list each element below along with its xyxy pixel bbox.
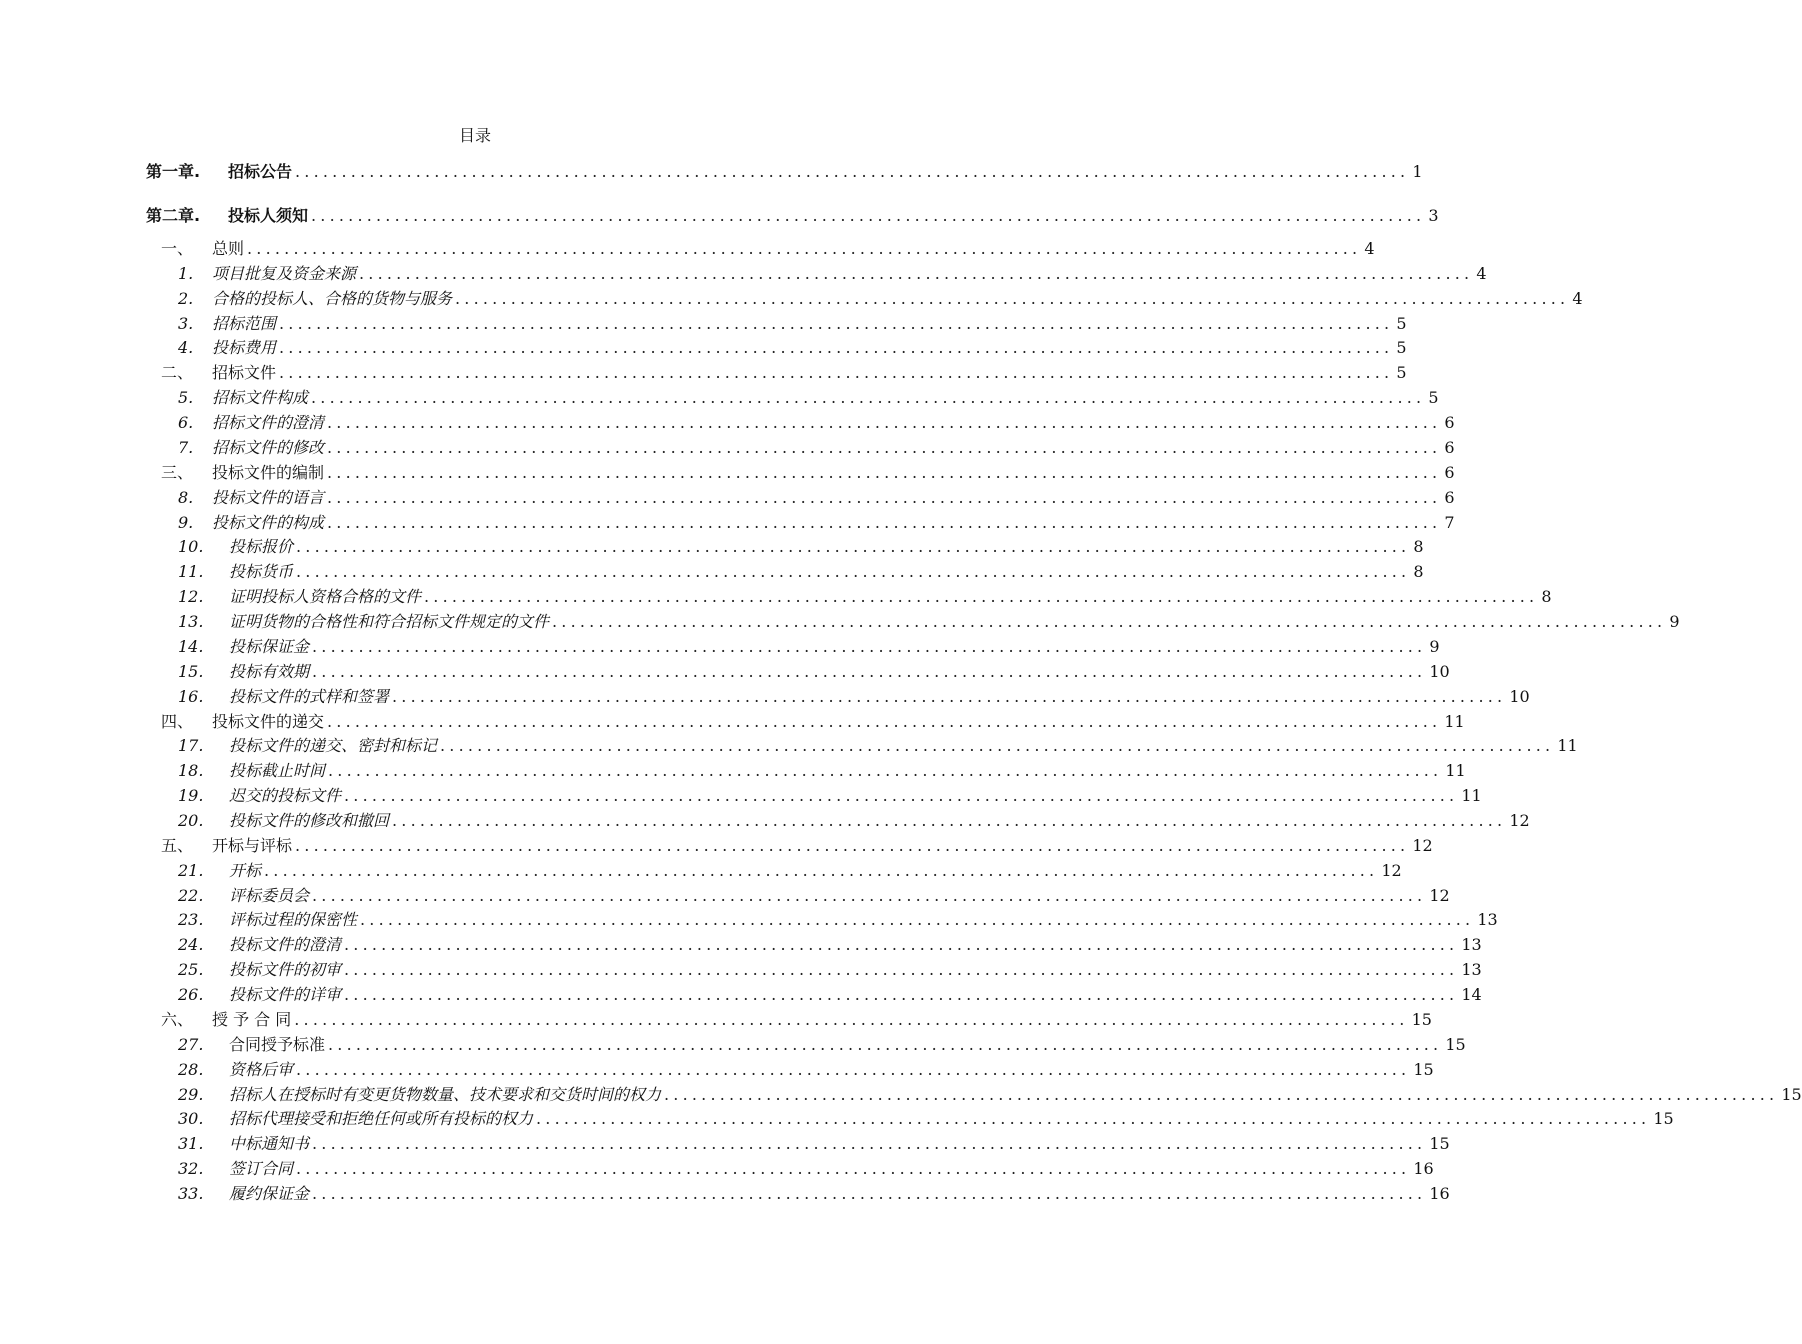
dot-leader: ........................................................................................................................ <box>536 1109 1651 1128</box>
dot-leader: ........................................................................................................................ <box>264 861 1379 880</box>
toc-entry-number: 10. <box>178 537 204 556</box>
toc-entry-label: 投标人须知 <box>228 206 309 225</box>
toc-item[interactable] <box>178 660 1450 684</box>
toc-entry-label: 履约保证金 <box>229 1184 310 1203</box>
toc-entry-label: 招标文件构成 <box>212 388 309 407</box>
toc-entry-page-number: 1 <box>1412 162 1423 181</box>
toc-entry-number: 31. <box>178 1134 204 1153</box>
toc-entry-number: 27. <box>178 1035 204 1054</box>
toc-item[interactable] <box>178 411 1455 435</box>
toc-entry-number: 五、 <box>161 836 194 855</box>
toc-entry-page-number: 10 <box>1429 662 1450 681</box>
toc-entry-label: 招标文件的澄清 <box>212 413 325 432</box>
toc-entry-number: 第一章. <box>146 162 201 181</box>
toc-entry-number: 三、 <box>161 463 194 482</box>
toc-section[interactable] <box>161 710 1465 734</box>
toc-item[interactable] <box>178 685 1530 709</box>
dot-leader: ........................................................................................................................ <box>392 811 1507 830</box>
toc-item[interactable] <box>178 535 1424 559</box>
dot-leader: ........................................................................................................................ <box>359 264 1474 283</box>
toc-entry-page-number: 15 <box>1445 1035 1466 1054</box>
dot-leader: ........................................................................................................................ <box>312 1134 1427 1153</box>
dot-leader: ........................................................................................................................ <box>279 363 1394 382</box>
toc-item[interactable] <box>178 1083 1802 1107</box>
toc-item[interactable] <box>178 511 1455 535</box>
dot-leader: ........................................................................................................................ <box>247 239 1362 258</box>
dot-leader: ........................................................................................................................ <box>312 886 1427 905</box>
toc-entry-number: 一、 <box>161 239 194 258</box>
toc-entry-number: 22. <box>178 886 204 905</box>
toc-entry-page-number: 6 <box>1444 488 1455 507</box>
toc-entry-page-number: 11 <box>1461 786 1482 805</box>
toc-entry-page-number: 8 <box>1541 587 1552 606</box>
toc-entry-label: 招标范围 <box>212 314 277 333</box>
dot-leader: ........................................................................................................................ <box>295 836 1410 855</box>
dot-leader: ........................................................................................................................ <box>311 206 1426 225</box>
toc-entry-number: 28. <box>178 1060 204 1079</box>
toc-entry-number: 4. <box>178 338 194 357</box>
toc-entry-label: 评标委员会 <box>229 886 310 905</box>
toc-entry-number: 16. <box>178 687 204 706</box>
toc-entry-label: 中标通知书 <box>229 1134 310 1153</box>
toc-entry-page-number: 15 <box>1413 1060 1434 1079</box>
toc-item[interactable] <box>178 958 1482 982</box>
toc-entry-page-number: 3 <box>1428 206 1439 225</box>
toc-entry-label: 投标文件的编制 <box>212 463 325 482</box>
toc-section[interactable] <box>161 237 1375 261</box>
toc-entry-page-number: 4 <box>1476 264 1487 283</box>
toc-entry-label: 投标文件的澄清 <box>229 935 342 954</box>
toc-entry-label: 合格的投标人、合格的货物与服务 <box>212 289 453 308</box>
toc-title: 目录 <box>458 126 491 145</box>
toc-entry-label: 开标与评标 <box>212 836 293 855</box>
toc-item[interactable] <box>178 884 1450 908</box>
toc-item[interactable] <box>178 759 1466 783</box>
toc-item[interactable] <box>178 610 1680 634</box>
toc-entry-number: 17. <box>178 736 204 755</box>
dot-leader: ........................................................................................................................ <box>327 488 1442 507</box>
toc-entry-page-number: 4 <box>1572 289 1583 308</box>
toc-chapter[interactable] <box>146 204 1439 228</box>
toc-entry-number: 第二章. <box>146 206 201 225</box>
toc-entry-page-number: 12 <box>1429 886 1450 905</box>
dot-leader: ........................................................................................................................ <box>327 712 1442 731</box>
dot-leader: ........................................................................................................................ <box>344 786 1459 805</box>
toc-entry-page-number: 6 <box>1444 413 1455 432</box>
toc-entry-page-number: 7 <box>1444 513 1455 532</box>
dot-leader: ........................................................................................................................ <box>327 513 1442 532</box>
toc-item[interactable] <box>178 262 1487 286</box>
toc-entry-page-number: 13 <box>1477 910 1498 929</box>
toc-item[interactable] <box>178 585 1552 609</box>
toc-entry-page-number: 5 <box>1396 363 1407 382</box>
toc-entry-page-number: 5 <box>1428 388 1439 407</box>
toc-entry-label: 投标货币 <box>229 562 294 581</box>
toc-entry-number: 9. <box>178 513 194 532</box>
toc-entry-page-number: 11 <box>1444 712 1465 731</box>
toc-item[interactable] <box>178 312 1407 336</box>
toc-item[interactable] <box>178 560 1424 584</box>
toc-entry-label: 招标文件的修改 <box>212 438 325 457</box>
toc-entry-number: 25. <box>178 960 204 979</box>
toc-entry-label: 投标文件的修改和撤回 <box>229 811 390 830</box>
toc-item[interactable] <box>178 386 1439 410</box>
toc-entry-page-number: 11 <box>1445 761 1466 780</box>
dot-leader: ........................................................................................................................ <box>440 736 1555 755</box>
toc-entry-number: 26. <box>178 985 204 1004</box>
toc-entry-page-number: 15 <box>1429 1134 1450 1153</box>
dot-leader: ........................................................................................................................ <box>312 637 1427 656</box>
toc-entry-number: 20. <box>178 811 204 830</box>
toc-section[interactable] <box>161 461 1455 485</box>
toc-entry-number: 12. <box>178 587 204 606</box>
dot-leader: ........................................................................................................................ <box>344 960 1459 979</box>
toc-entry-label: 投标文件的语言 <box>212 488 325 507</box>
toc-entry-page-number: 14 <box>1461 985 1482 1004</box>
toc-item[interactable] <box>178 1033 1466 1057</box>
dot-leader: ........................................................................................................................ <box>328 1035 1443 1054</box>
toc-entry-number: 15. <box>178 662 204 681</box>
toc-entry-page-number: 4 <box>1364 239 1375 258</box>
toc-entry-page-number: 15 <box>1411 1010 1432 1029</box>
toc-entry-page-number: 11 <box>1557 736 1578 755</box>
toc-entry-label: 证明货物的合格性和符合招标文件规定的文件 <box>229 612 550 631</box>
toc-entry-label: 招标人在授标时有变更货物数量、技术要求和交货时间的权力 <box>229 1085 662 1104</box>
dot-leader: ........................................................................................................................ <box>360 910 1475 929</box>
toc-chapter[interactable] <box>146 160 1423 184</box>
dot-leader: ........................................................................................................................ <box>344 985 1459 1004</box>
toc-entry-label: 投标文件的式样和签署 <box>229 687 390 706</box>
toc-entry-page-number: 6 <box>1444 463 1455 482</box>
toc-entry-page-number: 12 <box>1412 836 1433 855</box>
toc-entry-number: 19. <box>178 786 204 805</box>
toc-entry-page-number: 16 <box>1429 1184 1450 1203</box>
toc-entry-label: 投标费用 <box>212 338 277 357</box>
toc-entry-number: 8. <box>178 488 194 507</box>
toc-entry-label: 招标代理接受和拒绝任何或所有投标的权力 <box>229 1109 534 1128</box>
toc-entry-label: 投标保证金 <box>229 637 310 656</box>
toc-entry-label: 总则 <box>212 239 245 258</box>
toc-entry-page-number: 8 <box>1413 537 1424 556</box>
toc-item[interactable] <box>178 784 1482 808</box>
toc-entry-label: 投标文件的构成 <box>212 513 325 532</box>
dot-leader: ........................................................................................................................ <box>328 761 1443 780</box>
toc-entry-number: 24. <box>178 935 204 954</box>
toc-entry-label: 投标文件的递交、密封和标记 <box>229 736 438 755</box>
toc-entry-label: 资格后审 <box>229 1060 294 1079</box>
toc-item[interactable] <box>178 1157 1434 1181</box>
toc-entry-label: 投标截止时间 <box>229 761 326 780</box>
toc-item[interactable] <box>178 1132 1450 1156</box>
toc-entry-number: 23. <box>178 910 204 929</box>
toc-entry-number: 2. <box>178 289 194 308</box>
toc-entry-label: 投标文件的初审 <box>229 960 342 979</box>
toc-entry-number: 5. <box>178 388 194 407</box>
toc-entry-number: 六、 <box>161 1010 194 1029</box>
toc-item[interactable] <box>178 1107 1674 1131</box>
toc-item[interactable] <box>178 635 1440 659</box>
dot-leader: ........................................................................................................................ <box>552 612 1667 631</box>
dot-leader: ........................................................................................................................ <box>327 463 1442 482</box>
dot-leader: ........................................................................................................................ <box>327 413 1442 432</box>
toc-item[interactable] <box>178 1058 1434 1082</box>
toc-item[interactable] <box>178 933 1482 957</box>
toc-entry-number: 33. <box>178 1184 204 1203</box>
toc-entry-label: 授 予 合 同 <box>212 1010 292 1029</box>
toc-entry-number: 6. <box>178 413 194 432</box>
toc-entry-number: 二、 <box>161 363 194 382</box>
toc-section[interactable] <box>161 361 1407 385</box>
dot-leader: ........................................................................................................................ <box>664 1085 1779 1104</box>
toc-entry-number: 11. <box>178 562 204 581</box>
toc-entry-label: 投标有效期 <box>229 662 310 681</box>
dot-leader: ........................................................................................................................ <box>296 562 1411 581</box>
dot-leader: ........................................................................................................................ <box>296 1060 1411 1079</box>
dot-leader: ........................................................................................................................ <box>311 388 1426 407</box>
toc-entry-page-number: 5 <box>1396 314 1407 333</box>
toc-item[interactable] <box>178 336 1407 360</box>
toc-item[interactable] <box>178 859 1402 883</box>
toc-entry-page-number: 5 <box>1396 338 1407 357</box>
dot-leader: ........................................................................................................................ <box>312 1184 1427 1203</box>
dot-leader: ........................................................................................................................ <box>296 1159 1411 1178</box>
dot-leader: ........................................................................................................................ <box>455 289 1570 308</box>
toc-item[interactable] <box>178 1182 1450 1206</box>
toc-entry-number: 30. <box>178 1109 204 1128</box>
dot-leader: ........................................................................................................................ <box>279 314 1394 333</box>
toc-entry-number: 7. <box>178 438 194 457</box>
toc-entry-label: 招标文件 <box>212 363 277 382</box>
toc-entry-label: 评标过程的保密性 <box>229 910 358 929</box>
dot-leader: ........................................................................................................................ <box>312 662 1427 681</box>
toc-entry-number: 18. <box>178 761 204 780</box>
toc-item[interactable] <box>178 287 1583 311</box>
toc-entry-number: 13. <box>178 612 204 631</box>
toc-entry-label: 开标 <box>229 861 262 880</box>
dot-leader: ........................................................................................................................ <box>295 162 1410 181</box>
toc-item[interactable] <box>178 486 1455 510</box>
toc-entry-page-number: 12 <box>1381 861 1402 880</box>
toc-entry-page-number: 13 <box>1461 960 1482 979</box>
toc-entry-label: 项目批复及资金来源 <box>212 264 357 283</box>
dot-leader: ........................................................................................................................ <box>296 537 1411 556</box>
toc-item[interactable] <box>178 908 1498 932</box>
toc-entry-page-number: 15 <box>1653 1109 1674 1128</box>
toc-item[interactable] <box>178 734 1578 758</box>
toc-entry-number: 1. <box>178 264 194 283</box>
toc-entry-label: 合同授予标准 <box>229 1035 326 1054</box>
toc-entry-label: 招标公告 <box>228 162 293 181</box>
toc-entry-page-number: 12 <box>1509 811 1530 830</box>
toc-entry-number: 四、 <box>161 712 194 731</box>
dot-leader: ........................................................................................................................ <box>344 935 1459 954</box>
dot-leader: ........................................................................................................................ <box>392 687 1507 706</box>
toc-item[interactable] <box>178 436 1455 460</box>
toc-entry-label: 投标报价 <box>229 537 294 556</box>
toc-entry-number: 3. <box>178 314 194 333</box>
toc-item[interactable] <box>178 809 1530 833</box>
toc-entry-number: 29. <box>178 1085 204 1104</box>
dot-leader: ........................................................................................................................ <box>327 438 1442 457</box>
dot-leader: ........................................................................................................................ <box>424 587 1539 606</box>
toc-section[interactable] <box>161 834 1433 858</box>
toc-entry-page-number: 16 <box>1413 1159 1434 1178</box>
toc-item[interactable] <box>178 983 1482 1007</box>
toc-entry-page-number: 8 <box>1413 562 1424 581</box>
toc-entry-page-number: 10 <box>1509 687 1530 706</box>
toc-entry-label: 证明投标人资格合格的文件 <box>229 587 422 606</box>
toc-entry-page-number: 15 <box>1781 1085 1802 1104</box>
toc-entry-number: 14. <box>178 637 204 656</box>
toc-entry-page-number: 6 <box>1444 438 1455 457</box>
toc-entry-number: 32. <box>178 1159 204 1178</box>
toc-entry-page-number: 13 <box>1461 935 1482 954</box>
toc-entry-label: 投标文件的详审 <box>229 985 342 1004</box>
toc-entry-label: 投标文件的递交 <box>212 712 325 731</box>
toc-entry-page-number: 9 <box>1429 637 1440 656</box>
toc-entry-page-number: 9 <box>1669 612 1680 631</box>
toc-entry-number: 21. <box>178 861 204 880</box>
dot-leader: ........................................................................................................................ <box>279 338 1394 357</box>
toc-entry-label: 迟交的投标文件 <box>229 786 342 805</box>
toc-section[interactable] <box>161 1008 1432 1032</box>
dot-leader: ........................................................................................................................ <box>294 1010 1409 1029</box>
toc-entry-label: 签订合同 <box>229 1159 294 1178</box>
